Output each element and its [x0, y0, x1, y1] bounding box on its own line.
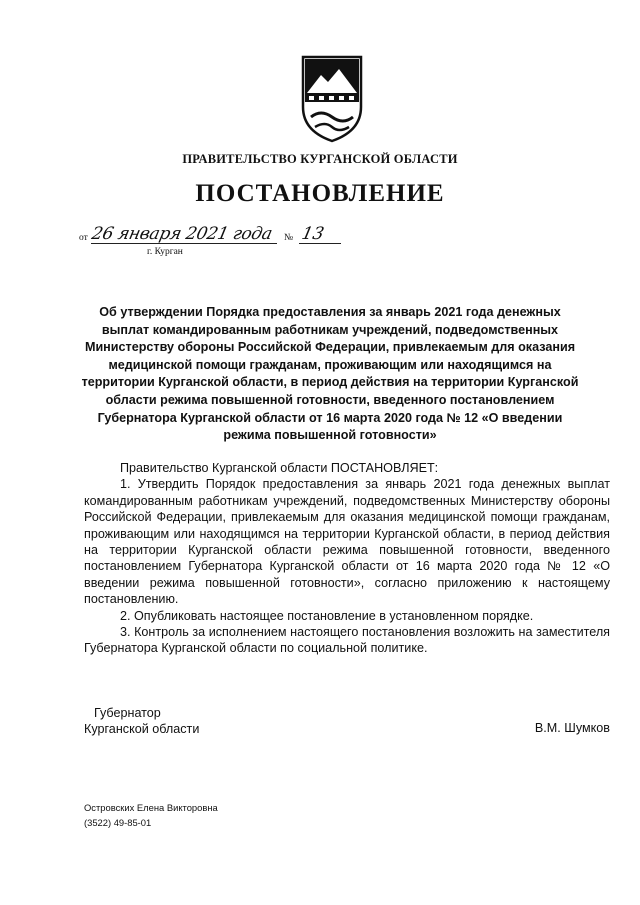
- signature-position-line-1: Губернатор: [94, 706, 161, 720]
- number-label: №: [284, 233, 294, 243]
- date-number-line: [79, 224, 359, 264]
- handwritten-date: 26 января 2021 года: [89, 224, 274, 244]
- document-type-title: ПОСТАНОВЛЕНИЕ: [195, 180, 445, 207]
- body-item-1: 1. Утвердить Порядок предоставления за январь 2021 года денежных выплат командированным работникам учреждений, подведомственных Министерству обороны Российской Федерации, привлекаемым для оказания медицинской помощи гражданам, проживающим или находящимся на территории Курганской области, в период действия на территории Курганской области режима повышенной готовности, введенного постановлением Губернатора Курганской области от 16 марта 2020 года № 12 «О введении режима повышенной готовности», согласно приложению к настоящему постановлению.: [84, 477, 610, 607]
- city-label: г. Курган: [147, 247, 183, 257]
- from-label: от: [79, 233, 88, 243]
- document-body: [84, 460, 610, 657]
- document-subject: Об утверждении Порядка предоставления за январь 2021 года денежных выплат командированным работникам учреждений, подведомственных Министерству обороны Российской Федерации, привлекаемым для оказания медицинской помощи гражданам, проживающим или находящимся на территории Курганской области, в период действия на территории Курганской области режима повышенной готовности, введенного постановлением Губернатора Курганской области от 16 марта 2020 года № 12 «О введении режима повышенной готовности»: [81, 305, 579, 443]
- number-underline: [299, 243, 341, 244]
- signature-position-line-2: Курганской области: [84, 722, 200, 737]
- handwritten-number: 13: [299, 224, 326, 244]
- contact-name: Островских Елена Викторовна: [84, 802, 218, 813]
- contact-phone: (3522) 49-85-01: [84, 816, 152, 828]
- signer-name: В.М. Шумков: [534, 721, 610, 735]
- body-intro: Правительство Курганской области ПОСТАНОВЛЯЕТ:: [120, 461, 439, 475]
- body-item-3: 3. Контроль за исполнением настоящего постановления возложить на заместителя Губернатора Курганской области по социальной политике.: [84, 625, 610, 656]
- body-item-2: 2. Опубликовать настоящее постановление в установленном порядке.: [120, 608, 534, 623]
- date-underline: [91, 243, 277, 244]
- government-title: ПРАВИТЕЛЬСТВО КУРГАНСКОЙ ОБЛАСТИ: [182, 152, 458, 166]
- coat-of-arms-icon: [301, 55, 363, 143]
- contact-block: [84, 801, 218, 830]
- signature-position: [84, 705, 199, 738]
